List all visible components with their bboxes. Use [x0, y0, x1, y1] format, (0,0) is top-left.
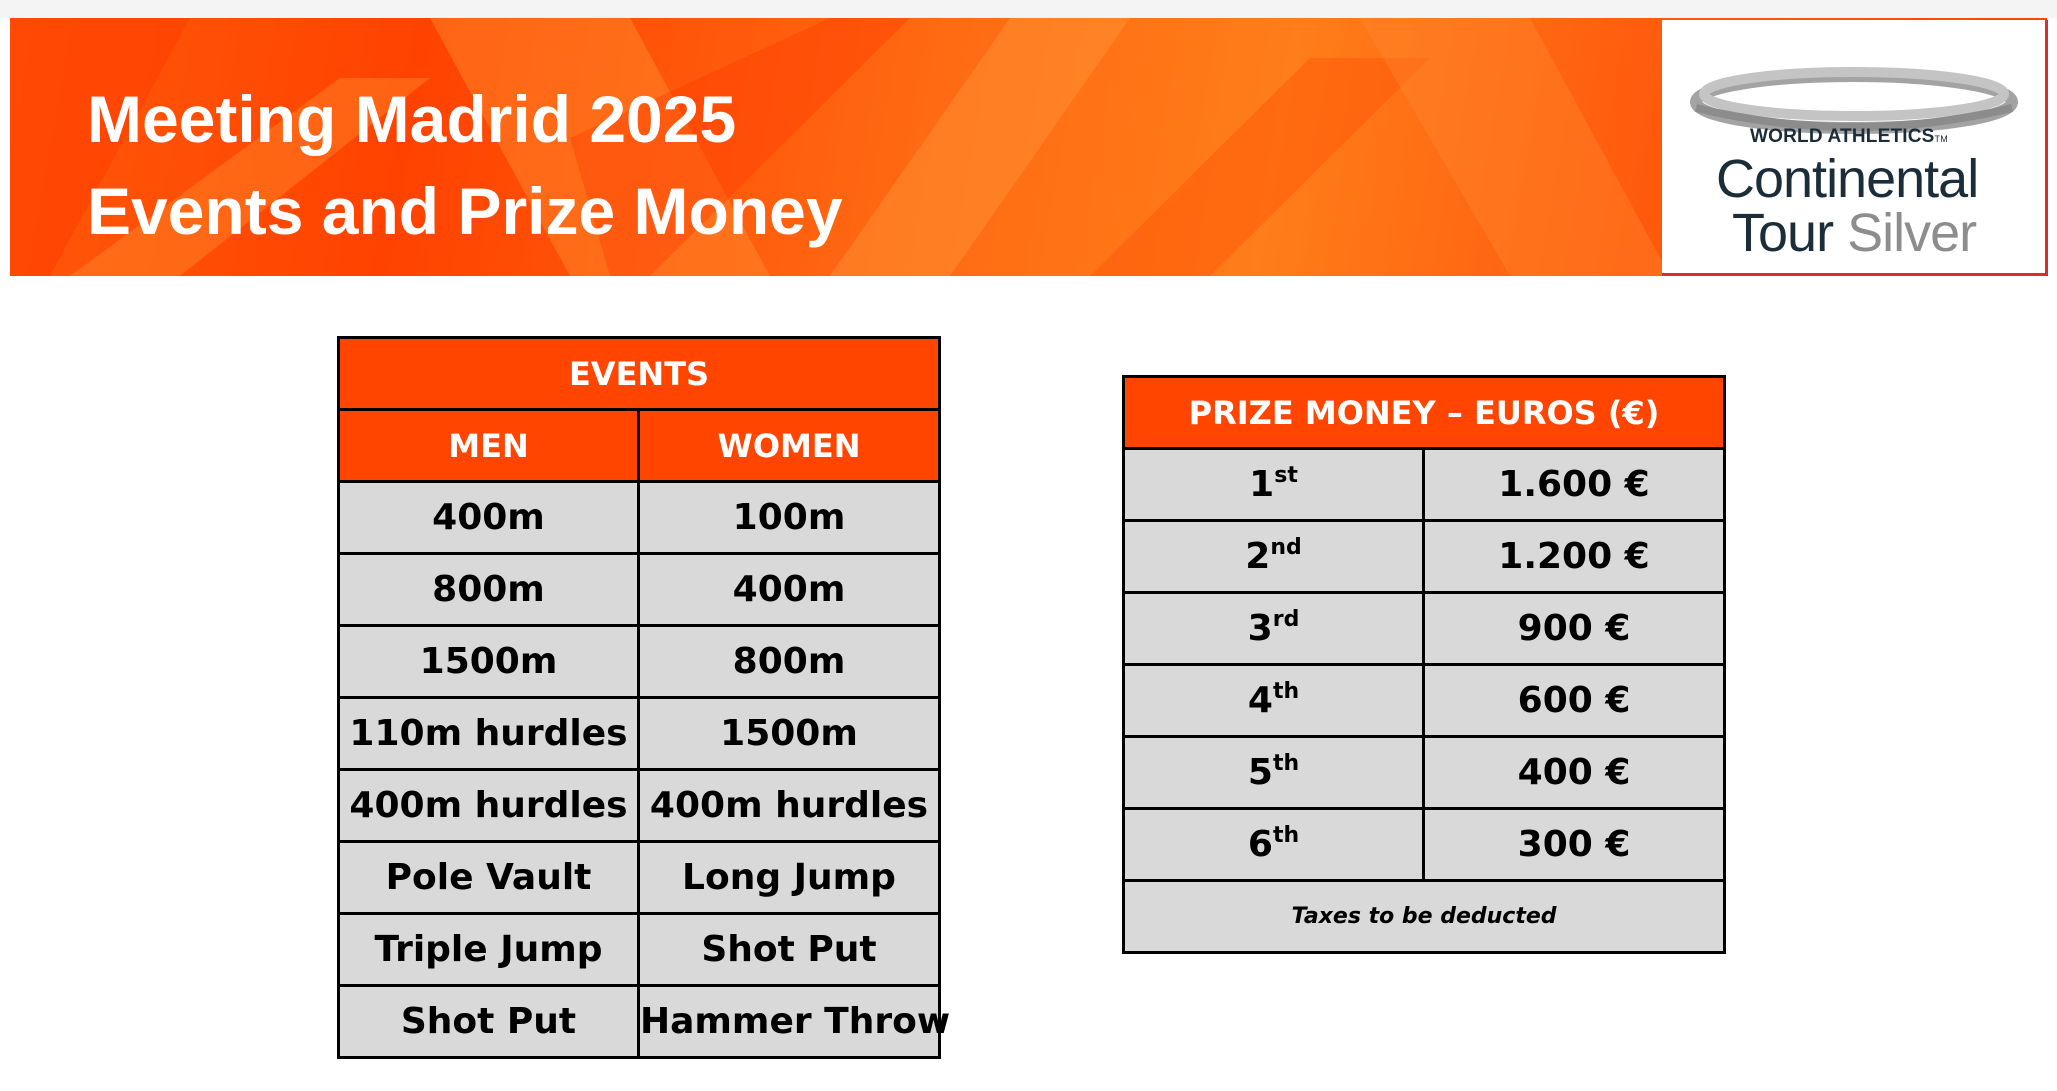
table-row [1124, 737, 1725, 809]
tax-note: Taxes to be deducted [1124, 881, 1725, 953]
table-row [339, 698, 940, 770]
logo-continental: Continental [1716, 149, 1979, 209]
place-number: 1 [1249, 464, 1275, 505]
table-row [339, 986, 940, 1058]
place-suffix: rd [1272, 607, 1300, 632]
men-column-header: MEN [339, 410, 639, 482]
table-row [339, 842, 940, 914]
place-cell [1124, 449, 1424, 521]
men-event: 800m [339, 554, 639, 626]
page-title-line2: Events and Prize Money [87, 174, 843, 248]
women-event: 400m [639, 554, 940, 626]
table-row [1124, 809, 1725, 881]
place-cell [1124, 593, 1424, 665]
place-suffix: st [1274, 463, 1298, 488]
table-row [1124, 449, 1725, 521]
logo-silver: Silver [1847, 203, 1977, 263]
men-event: Shot Put [339, 986, 639, 1058]
women-event: 800m [639, 626, 940, 698]
logo-tour-silver [1732, 202, 1976, 264]
prize-amount: 400 € [1424, 737, 1725, 809]
place-number: 5 [1247, 752, 1273, 793]
men-event: 400m hurdles [339, 770, 639, 842]
men-event: 1500m [339, 626, 639, 698]
table-row [1124, 665, 1725, 737]
table-row [1124, 521, 1725, 593]
continental-tour-logo [1662, 20, 2047, 274]
men-event: Pole Vault [339, 842, 639, 914]
place-number: 4 [1247, 680, 1273, 721]
prize-amount: 1.600 € [1424, 449, 1725, 521]
place-cell [1124, 809, 1424, 881]
men-event: 110m hurdles [339, 698, 639, 770]
place-cell [1124, 665, 1424, 737]
women-event: Long Jump [639, 842, 940, 914]
logo-trademark: TM [1934, 134, 1948, 144]
events-table [337, 336, 951, 1059]
table-row [339, 626, 940, 698]
events-columns-row [339, 410, 940, 482]
top-strip [0, 0, 2057, 18]
table-row [339, 554, 940, 626]
place-cell [1124, 521, 1424, 593]
prize-amount: 600 € [1424, 665, 1725, 737]
place-suffix: th [1272, 751, 1300, 776]
logo-tour: Tour [1732, 203, 1834, 263]
place-suffix: nd [1270, 535, 1302, 560]
logo-border-right [2045, 20, 2048, 276]
women-event: 400m hurdles [639, 770, 940, 842]
women-column-header: WOMEN [639, 410, 940, 482]
prize-amount: 1.200 € [1424, 521, 1725, 593]
women-event: 100m [639, 482, 940, 554]
prize-amount: 300 € [1424, 809, 1725, 881]
events-title-row [339, 338, 940, 410]
place-number: 6 [1247, 824, 1273, 865]
place-number: 2 [1245, 536, 1271, 577]
table-row [339, 770, 940, 842]
table-row [1124, 593, 1725, 665]
prize-money-table [1122, 375, 1726, 954]
place-number: 3 [1247, 608, 1273, 649]
logo-org-text [1750, 126, 1948, 148]
logo-org-label: WORLD ATHLETICS [1750, 126, 1935, 147]
women-event: 1500m [639, 698, 940, 770]
women-event: Hammer Throw [639, 986, 940, 1058]
logo-border-bottom [1662, 273, 2048, 276]
place-cell [1124, 737, 1424, 809]
table-row [339, 482, 940, 554]
table-row [339, 914, 940, 986]
stadium-ring-icon [1662, 20, 2047, 140]
men-event: 400m [339, 482, 639, 554]
note-row [1124, 881, 1725, 953]
men-event: Triple Jump [339, 914, 639, 986]
prize-title-row [1124, 377, 1725, 449]
place-suffix: th [1272, 823, 1300, 848]
place-suffix: th [1272, 679, 1300, 704]
events-title: EVENTS [339, 338, 940, 410]
prize-amount: 900 € [1424, 593, 1725, 665]
page-title-line1: Meeting Madrid 2025 [87, 82, 737, 156]
prize-title: PRIZE MONEY – EUROS (€) [1124, 377, 1725, 449]
women-event: Shot Put [639, 914, 940, 986]
